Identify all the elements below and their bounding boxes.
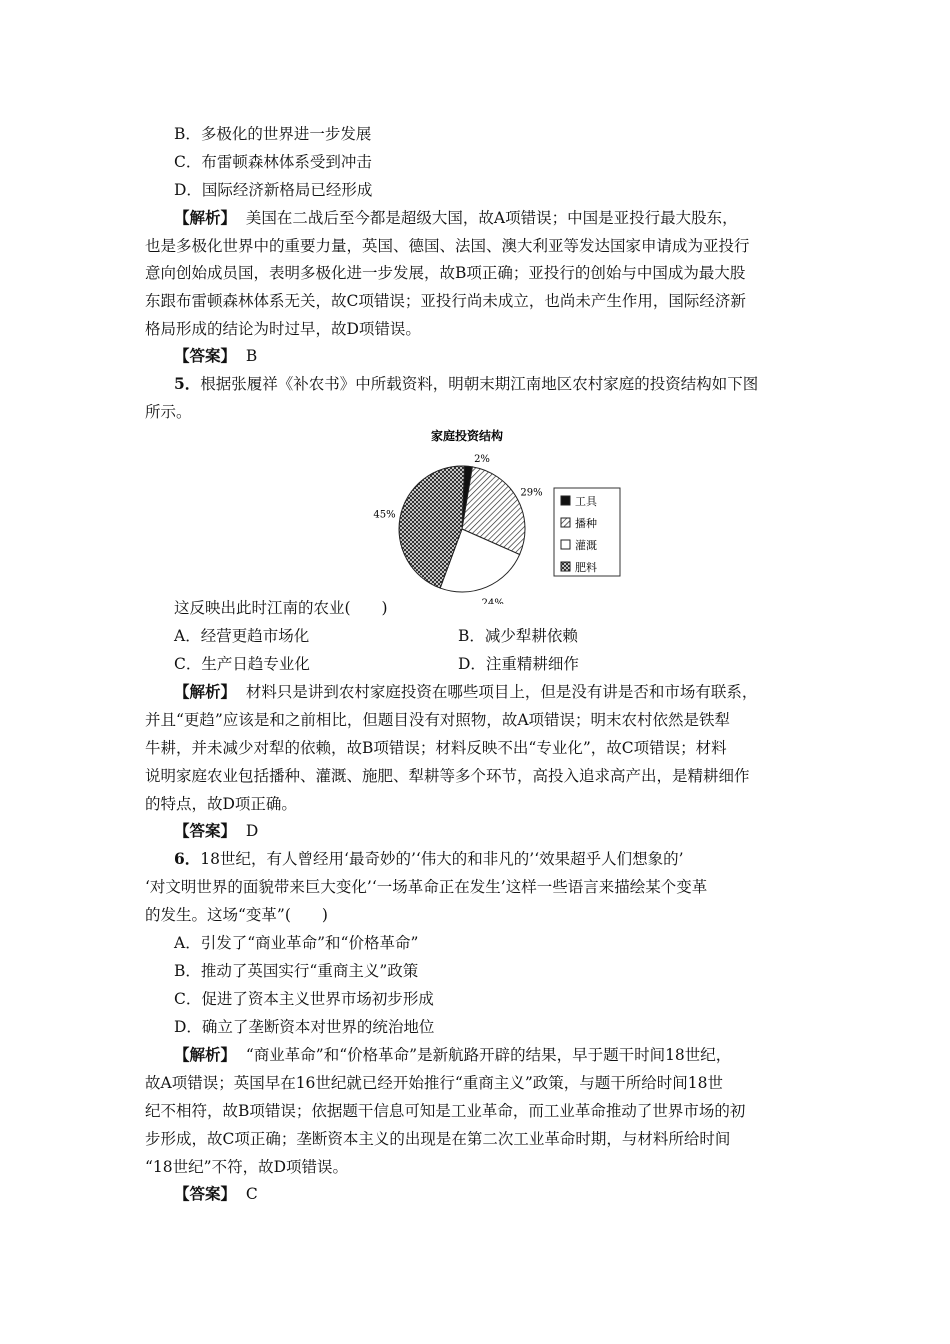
q6-analysis-line-3: 纪不相符，故B项错误；依据题干信息可知是工业革命，而工业革命推动了世界市场的初 (145, 1102, 746, 1120)
chart-legend (554, 488, 620, 576)
legend-swatch-fertilizer (561, 562, 570, 571)
answer-label: 【答案】 (174, 821, 237, 840)
legend-label-irrigation: 灌溉 (575, 539, 597, 552)
q4-analysis-line-2: 也是多极化世界中的重要力量，英国、德国、法国、澳大利亚等发达国家申请成为亚投行 (145, 237, 750, 255)
q5-stem-line-1: 5．根据张履祥《补农书》中所载资料，明朝末期江南地区农村家庭的投资结构如下图 (174, 374, 759, 393)
pie-label-irrigation: 24% (481, 597, 504, 604)
pie-chart (355, 424, 635, 604)
q4-analysis-line-1: 【解析】 美国在二战后至今都是超级大国，故A项错误；中国是亚投行最大股东， (174, 208, 738, 227)
q5-analysis-line-4: 说明家庭农业包括播种、灌溉、施肥、犁耕等多个环节，高投入追求高产出，是精耕细作 (145, 767, 750, 785)
q6-stem-line-2: ‘对文明世界的面貌带来巨大变化’‘一场革命正在发生’这样一些语言来描绘某个变革 (145, 878, 708, 896)
answer-label: 【答案】 (174, 346, 237, 365)
answer-value: B (245, 347, 258, 365)
legend-label-fertilizer: 肥料 (575, 561, 597, 574)
q6-analysis-line-1: 【解析】 “商业革命”和“价格革命”是新航路开辟的结果，早于题干时间18世纪， (174, 1045, 732, 1064)
answer-label: 【答案】 (174, 1184, 237, 1203)
answer-value: C (245, 1185, 258, 1203)
q6-analysis-line-4: 步形成，故C项正确；垄断资本主义的出现是在第二次工业革命时期，与材料所给时间 (145, 1130, 731, 1148)
q4-analysis-line-5: 格局形成的结论为时过早，故D项错误。 (145, 320, 421, 338)
q4-analysis-line-4: 东跟布雷顿森林体系无关，故C项错误；亚投行尚未成立，也尚未产生作用，国际经济新 (145, 292, 746, 310)
q6-analysis-line-5: “18世纪”不符，故D项错误。 (145, 1158, 348, 1176)
q4-option-b: B．多极化的世界进一步发展 (174, 125, 372, 143)
analysis-label: 【解析】 (174, 1045, 237, 1064)
q5-analysis-line-5: 的特点，故D项正确。 (145, 795, 297, 813)
q4-option-c: C．布雷顿森林体系受到冲击 (174, 153, 372, 171)
pie-label-fertilizer: 45% (373, 509, 396, 521)
q5-option-d: D．注重精耕细作 (458, 655, 579, 673)
legend-label-tools: 工具 (575, 495, 597, 508)
q4-option-d: D．国际经济新格局已经形成 (174, 181, 373, 199)
q5-stem-line-2: 所示。 (145, 403, 192, 421)
q6-analysis-line-2: 故A项错误；英国早在16世纪就已经开始推行“重商主义”政策，与题干所给时间18世 (145, 1074, 723, 1092)
legend-swatch-irrigation (561, 540, 570, 549)
question-number: 5． (174, 374, 201, 393)
q5-option-c: C．生产日趋专业化 (174, 655, 310, 673)
q5-option-a: A．经营更趋市场化 (174, 627, 310, 645)
chart-title: 家庭投资结构 (430, 429, 504, 443)
answer-value: D (245, 822, 259, 840)
q5-analysis-line-3: 牛耕，并未减少对犁的依赖，故B项错误；材料反映不出“专业化”，故C项错误；材料 (145, 739, 727, 757)
pie-label-tools: 2% (474, 454, 490, 465)
pie-chart-svg (355, 424, 635, 604)
analysis-label: 【解析】 (174, 208, 237, 227)
q4-answer (174, 346, 257, 366)
legend-swatch-tools (561, 496, 570, 505)
q6-stem-line-1: 6．18世纪，有人曾经用‘最奇妙的’‘伟大的和非凡的’‘效果超乎人们想象的’ (174, 849, 684, 868)
q5-option-b: B．减少犁耕依赖 (458, 627, 578, 645)
q5-analysis-line-2: 并且“更趋”应该是和之前相比，但题目没有对照物，故A项错误；明末农村依然是铁犁 (145, 711, 731, 729)
legend-swatch-sowing (561, 518, 570, 527)
q6-option-b: B．推动了英国实行“重商主义”政策 (174, 962, 419, 980)
q5-analysis-line-1: 【解析】 材料只是讲到农村家庭投资在哪些项目上，但是没有讲是否和市场有联系， (174, 682, 758, 701)
q6-option-a: A．引发了“商业革命”和“价格革命” (174, 934, 419, 952)
legend-label-sowing: 播种 (575, 517, 597, 530)
q6-answer (174, 1184, 258, 1204)
q5-question: 这反映出此时江南的农业( ) (174, 599, 388, 617)
q5-answer (174, 821, 258, 841)
q4-analysis-line-3: 意向创始成员国，表明多极化进一步发展，故B项正确；亚投行的创始与中国成为最大股 (145, 264, 746, 282)
q6-option-d: D．确立了垄断资本对世界的统治地位 (174, 1018, 435, 1036)
question-number: 6． (174, 849, 201, 868)
q6-stem-line-3: 的发生。这场“变革”( ) (145, 906, 328, 924)
analysis-label: 【解析】 (174, 682, 237, 701)
pie-label-sowing: 29% (520, 487, 543, 499)
q6-option-c: C．促进了资本主义世界市场初步形成 (174, 990, 434, 1008)
